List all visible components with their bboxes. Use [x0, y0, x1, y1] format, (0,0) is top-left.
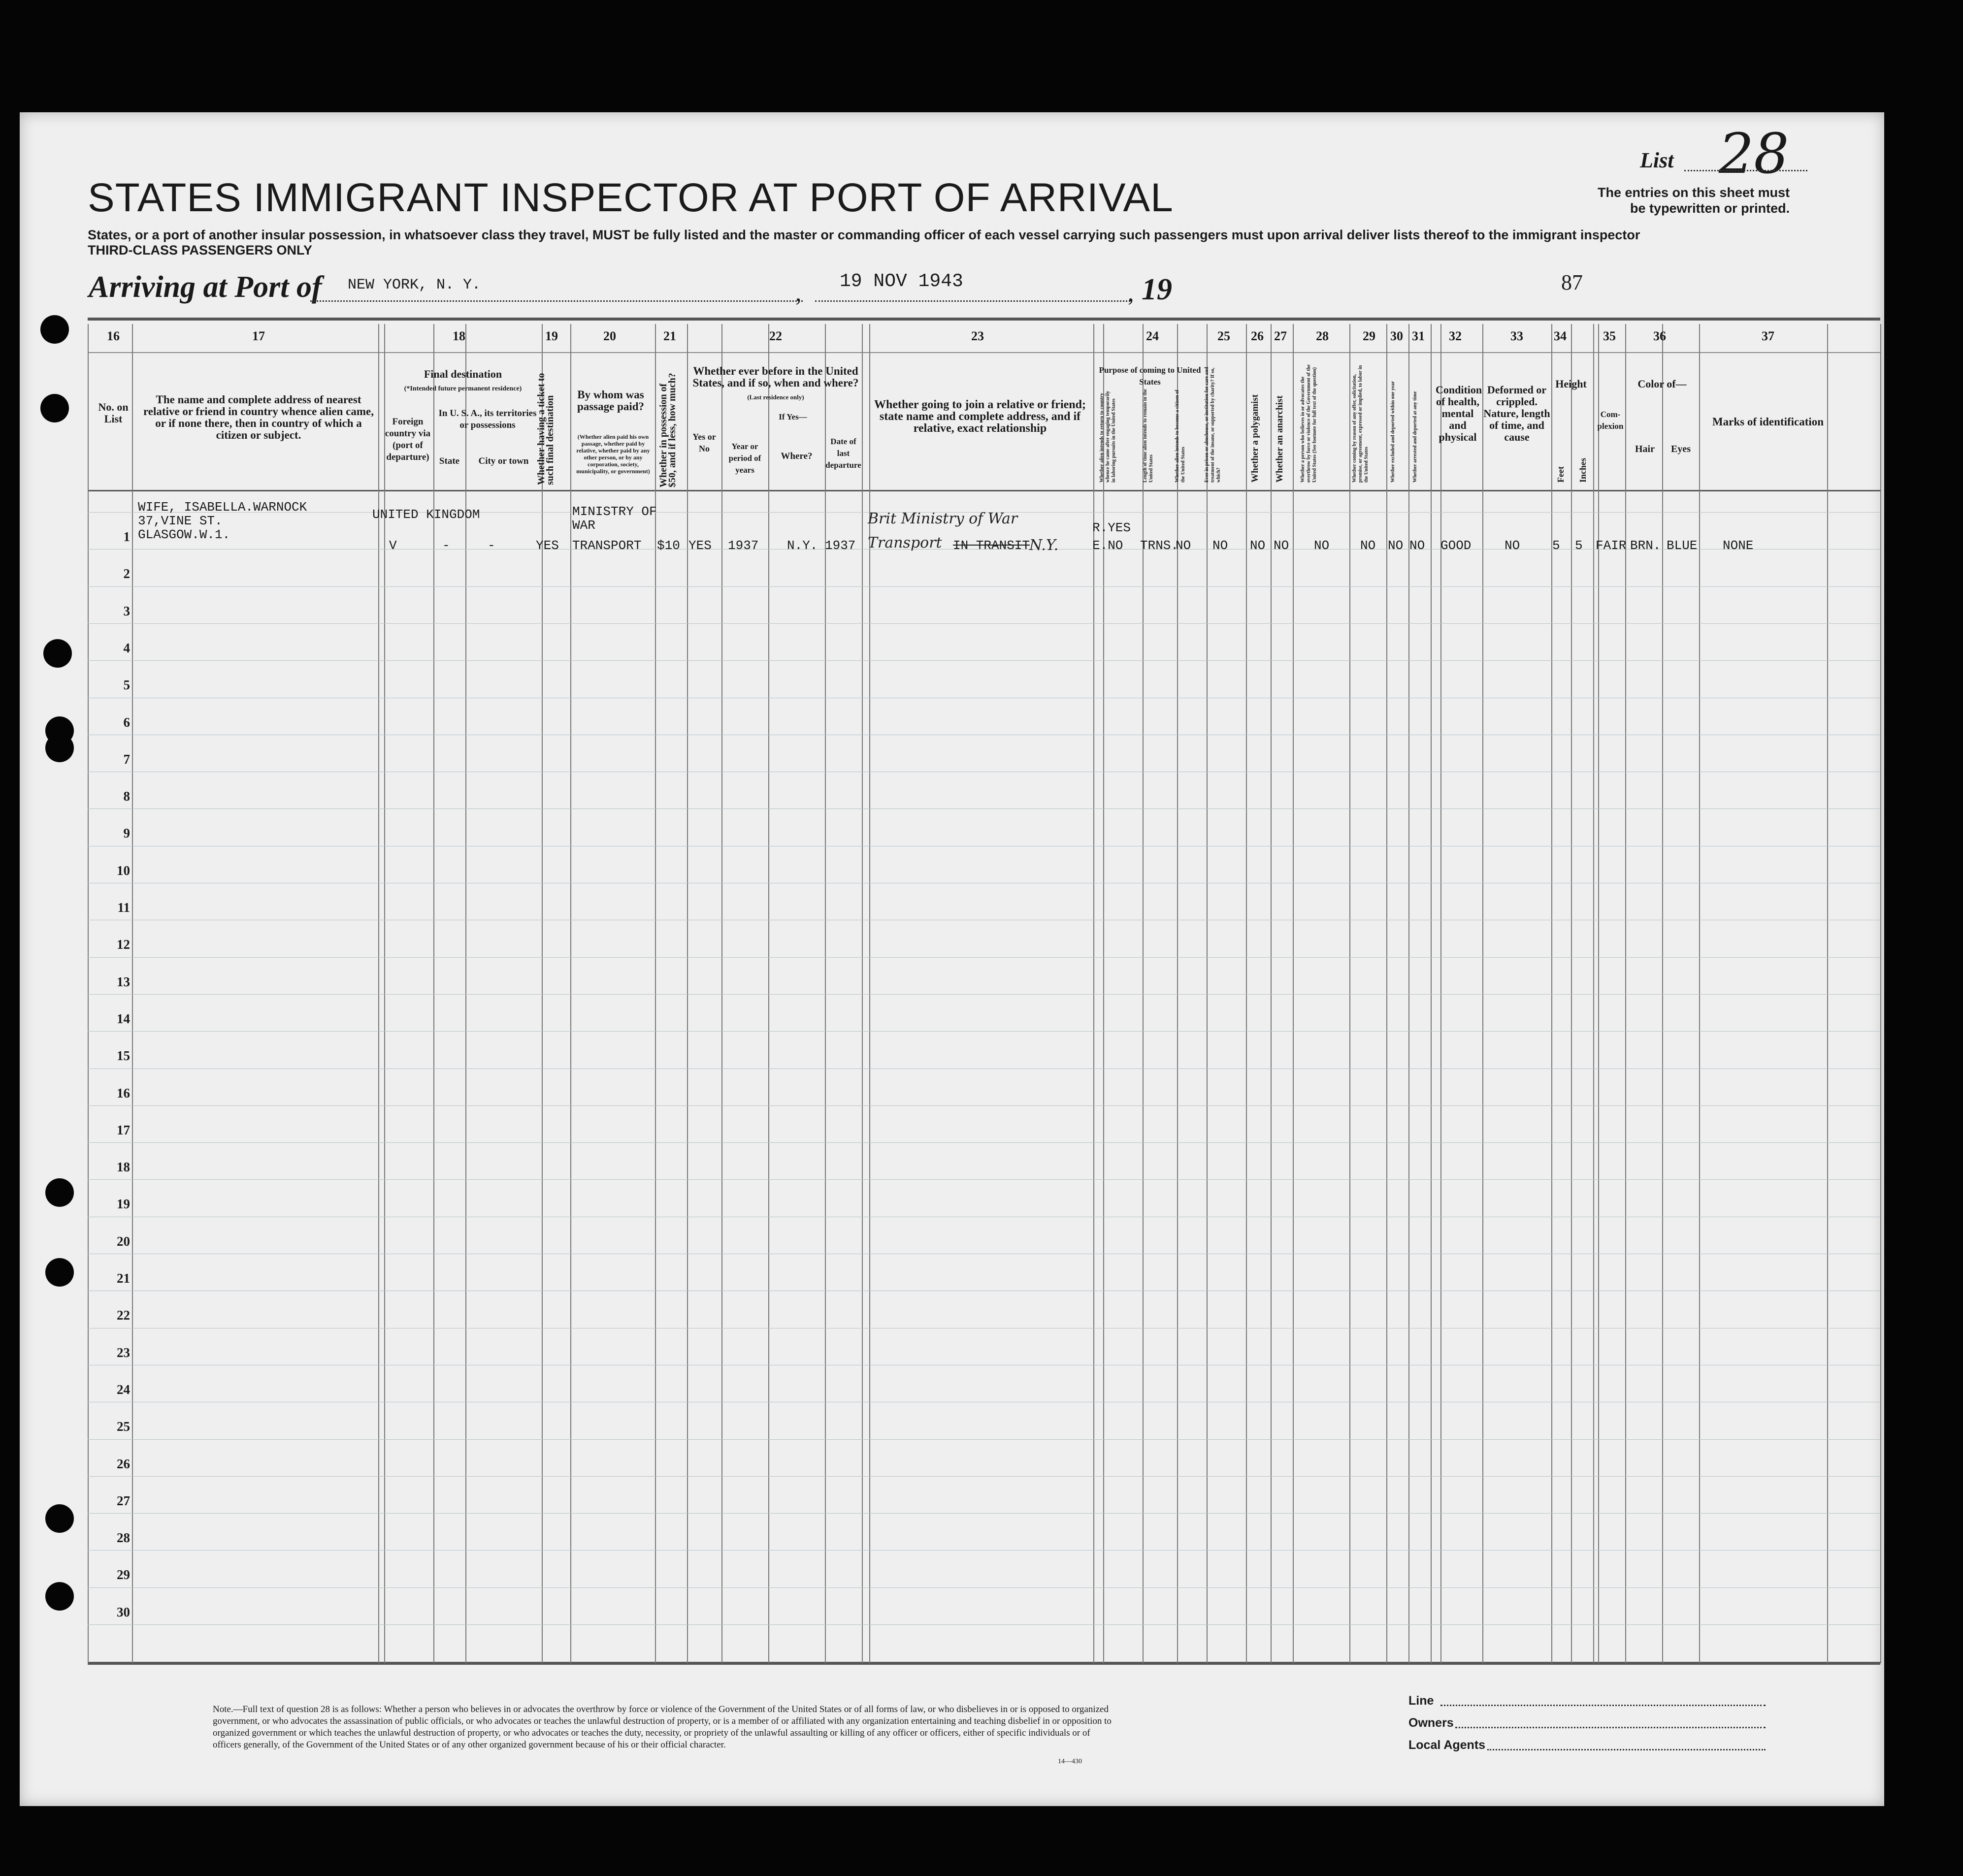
column-number: 32: [1449, 329, 1462, 343]
row-rule: [88, 1476, 1880, 1477]
heading-height: Height: [1555, 378, 1587, 390]
year-prefix: 19: [1142, 273, 1172, 306]
heading-in-usa: In U. S. A., its territories or possessions: [438, 408, 537, 430]
heading-polygamist: Whether a polygamist: [1250, 394, 1260, 483]
entries-note-line2: be typewritten or printed.: [1630, 201, 1790, 216]
list-label: List: [1640, 148, 1674, 172]
join-handwriting-1: Brit Ministry of War: [868, 510, 1018, 527]
column-number: 36: [1653, 329, 1666, 343]
row-number: 7: [123, 751, 130, 767]
punch-hole: [45, 1258, 74, 1287]
row-number: 3: [123, 603, 130, 618]
column-number: 30: [1390, 329, 1403, 343]
column-number: 35: [1603, 329, 1616, 343]
row-rule: [88, 1105, 1880, 1106]
heading-q31: Whether arrested and deported at any time: [1412, 391, 1418, 483]
row-number: 24: [117, 1382, 130, 1397]
passage-line3: TRANSPORT: [572, 538, 642, 553]
date-line: [815, 300, 1130, 302]
column-number: 29: [1363, 329, 1375, 343]
punch-hole: [45, 734, 74, 762]
heading-purpose-length: Length of time alien intends to remain in the United States: [1143, 389, 1154, 483]
complexion: FAIR: [1596, 538, 1627, 553]
row-number: 18: [117, 1160, 130, 1175]
health: GOOD: [1440, 538, 1472, 553]
feet: 5: [1552, 538, 1560, 553]
heading-last-departure: Date of last departure: [825, 437, 861, 470]
row-rule: [88, 1179, 1880, 1180]
before-where: N.Y.: [787, 538, 818, 553]
money: $10: [657, 538, 680, 553]
table-bottom-rule: [88, 1662, 1880, 1665]
heading-where: Where?: [781, 451, 813, 461]
row-rule: [88, 1513, 1880, 1514]
punch-hole: [43, 639, 72, 668]
row-rule: [88, 1587, 1880, 1588]
hair: BRN.: [1630, 538, 1661, 553]
row-number: 5: [123, 678, 130, 693]
heading-hair: Hair: [1635, 444, 1655, 454]
q29: NO: [1360, 538, 1376, 553]
passage-line1: MINISTRY OF: [572, 504, 657, 519]
heading-passage-paid: By whom was passage paid?: [577, 388, 645, 413]
row-number: 6: [123, 714, 130, 730]
column-number: 19: [545, 329, 558, 343]
heading-final-destination: Final destination: [424, 368, 502, 380]
heading-before-sub: (Last residence only): [747, 393, 804, 401]
line-label: Line: [1408, 1694, 1434, 1708]
join-typed: IN TRANSIT: [953, 538, 1030, 553]
instructions-line1: States, or a port of another insular possession, in whatsoever class they travel, MUST be fully listed and the master or commanding officer of each vessel carrying such passengers must upon arrival deliver lists thereof to the immigrant inspector: [88, 227, 1640, 242]
purpose-length: E.NO: [1092, 538, 1123, 553]
heading-marks: Marks of identification: [1712, 416, 1824, 428]
row-rule: [88, 1142, 1880, 1143]
row-number: 29: [117, 1567, 130, 1583]
row-rule: [88, 957, 1880, 958]
row-rule: [88, 1550, 1880, 1551]
heading-yes-no: Yes or No: [692, 432, 716, 453]
punch-hole: [45, 1178, 74, 1207]
citizen: NO: [1176, 538, 1191, 553]
agents-label: Local Agents: [1408, 1738, 1486, 1752]
row-number: 21: [117, 1271, 130, 1286]
row-number: 20: [117, 1233, 130, 1249]
row-rule: [88, 586, 1880, 587]
heading-before-in-us: Whether ever before in the United States, and if so, when and where?: [692, 365, 859, 389]
heading-purpose-citizen: Whether alien intends to become a citizen of the United States: [1175, 389, 1186, 483]
entries-note: [1598, 185, 1790, 216]
purpose-return: R.YES: [1092, 520, 1131, 535]
arriving-label: Arriving at Port of: [89, 270, 322, 304]
row-number: 27: [117, 1493, 130, 1508]
marks: NONE: [1723, 538, 1754, 553]
stamp-code: 87: [1561, 270, 1583, 294]
q30: NO: [1388, 538, 1404, 553]
q31: NO: [1409, 538, 1425, 553]
heading-deformed: Deformed or crippled. Nature, length of time, and cause: [1483, 384, 1550, 443]
column-number: 26: [1251, 329, 1264, 343]
row-number: 11: [117, 900, 130, 915]
heading-state: State: [439, 456, 460, 466]
column-number: 18: [453, 329, 465, 343]
instructions-text: [88, 227, 1640, 258]
punch-hole: [45, 1504, 74, 1533]
table-top-rule: [88, 318, 1880, 321]
purpose-trns: TRNS.: [1140, 538, 1179, 553]
row-rule: [88, 994, 1880, 995]
inches: 5: [1575, 538, 1583, 553]
row-number: 9: [123, 826, 130, 841]
manifest-sheet: [20, 112, 1884, 1806]
row-number: 19: [117, 1197, 130, 1212]
heading-foreign-country: Foreign country via (port of departure): [385, 417, 431, 462]
prison: NO: [1212, 538, 1228, 553]
column-number: 37: [1762, 329, 1774, 343]
anarchist: NO: [1274, 538, 1289, 553]
deformed: NO: [1505, 538, 1520, 553]
header-bottom-rule: [88, 490, 1880, 491]
column-number: 21: [663, 329, 676, 343]
row-number: 16: [117, 1085, 130, 1100]
list-number-line: [1684, 170, 1807, 171]
row-number: 22: [117, 1308, 130, 1323]
port-line: [310, 300, 803, 302]
row-number: 25: [117, 1419, 130, 1434]
heading-if-yes: If Yes—: [779, 412, 807, 421]
form-number: 14—430: [1058, 1758, 1082, 1765]
heading-relative: The name and complete address of nearest relative or friend in country whence alien came, or if none there, then in country of which a citizen or subject.: [143, 393, 374, 441]
heading-purpose: Purpose of coming to United States: [1099, 365, 1201, 387]
agents-field: [1487, 1749, 1766, 1750]
entries-note-line1: The entries on this sheet must: [1598, 185, 1790, 200]
row-number: 10: [117, 863, 130, 878]
comma: ,: [1128, 279, 1134, 306]
relative-name: WIFE, ISABELLA.WARNOCK: [138, 500, 307, 515]
heading-money: Whether in possession of $50, and if less, how much?: [658, 373, 678, 487]
row-number: 14: [117, 1011, 130, 1026]
last-departure: 1937: [825, 538, 856, 553]
row-number: 17: [117, 1122, 130, 1137]
heading-no-on-list: No. on List: [98, 401, 129, 425]
relative-city: GLASGOW.W.1.: [138, 527, 230, 542]
heading-color-of: Color of—: [1637, 378, 1687, 390]
join-handwriting-2: Transport: [868, 534, 942, 551]
column-rule: [1880, 324, 1881, 1663]
owners-field: [1455, 1727, 1766, 1728]
row-rule: [88, 1068, 1880, 1069]
before-year: 1937: [728, 538, 759, 553]
polygamist: NO: [1250, 538, 1266, 553]
column-number: 24: [1146, 329, 1159, 343]
owners-label: Owners: [1408, 1716, 1454, 1730]
row-number: 12: [117, 937, 130, 952]
row-rule: [88, 623, 1880, 624]
row-rule: [88, 1624, 1880, 1625]
column-number: 33: [1510, 329, 1523, 343]
eyes: BLUE: [1667, 538, 1698, 553]
heading-ticket: Whether having a ticket to such final destination: [536, 373, 556, 485]
footnote-q28: Note.—Full text of question 28 is as follows: Whether a person who believes in or advocates the overthrow by force or violence of the Government of the United States or of all forms of law, or who disbelieves in or is opposed to organized government, or who advocates the assassination of public officials, or who advocates or teaches the unlawful destruction of property, or is a member of or affiliated with any organization entertaining and teaching disbelief in or opposition to organized government or which teaches the unlawful destruction of property, or who advocates or teaches the duty, necessity, or propriety of the unlawful assaulting or killing of any officer or officers, either of specific individuals or of officers generally, of the Government of the United States or of any other organized government because of his or their official character.: [213, 1704, 1112, 1750]
list-number: 28: [1719, 122, 1789, 186]
row-number: 26: [117, 1456, 130, 1471]
row-number: 4: [123, 640, 130, 655]
heading-anarchist: Whether an anarchist: [1275, 395, 1285, 483]
column-number: 28: [1316, 329, 1329, 343]
heading-eyes: Eyes: [1671, 444, 1691, 454]
heading-health: Condition of health, mental and physical: [1436, 384, 1482, 443]
heading-complexion: Com-plexion: [1597, 410, 1624, 431]
column-number: 22: [769, 329, 782, 343]
row-number: 13: [117, 974, 130, 989]
date-stamp: 19 NOV 1943: [840, 271, 963, 292]
heading-q30: Whether excluded and deported within one year: [1390, 381, 1396, 483]
column-number: 16: [107, 329, 120, 343]
line-field: [1440, 1705, 1766, 1706]
column-number: 17: [252, 329, 265, 343]
heading-passage-paid-sub: (Whether alien paid his own passage, whether paid by relative, whether paid by any other person, or by any corporation, society, municipality, or government): [576, 433, 650, 475]
heading-q29: Whether coming by reason of any offer, solicitation, promise, or agreement, expressed or implied, to labor in the United States: [1352, 365, 1369, 483]
join-handwriting-3: N.Y.: [1029, 537, 1059, 554]
row-number: 15: [117, 1048, 130, 1064]
row-number: 30: [117, 1604, 130, 1619]
heading-final-destination-sub: (*Intended future permanent residence): [404, 385, 522, 392]
comma: ,: [795, 279, 802, 306]
heading-year: Year or period of years: [728, 442, 761, 475]
port-value: NEW YORK, N. Y.: [348, 277, 481, 293]
colnum-rule: [88, 352, 1880, 353]
country: UNITED KINGDOM: [372, 507, 480, 522]
row-rule: [88, 1439, 1880, 1440]
column-number: 23: [971, 329, 984, 343]
page-title: STATES IMMIGRANT INSPECTOR AT PORT OF ARRIVAL: [88, 175, 1174, 220]
heading-feet: Feet: [1556, 466, 1566, 483]
row-number: 1: [123, 529, 130, 544]
state: -: [442, 538, 450, 553]
row-number: 2: [123, 566, 130, 582]
passage-line2: WAR: [572, 518, 595, 533]
heading-purpose-return: Whether alien intends to return to country whence he came after engaging temporarily in laboring pursuits in the United States: [1099, 390, 1116, 483]
punch-hole: [45, 1582, 74, 1611]
column-number: 25: [1217, 329, 1230, 343]
before-us: YES: [688, 538, 712, 553]
row-number: 23: [117, 1345, 130, 1360]
city: -: [488, 538, 495, 553]
row-rule: [88, 1031, 1880, 1032]
q28: NO: [1314, 538, 1330, 553]
heading-join-relative: Whether going to join a relative or friend; state name and complete address, and if relative, exact relationship: [874, 398, 1086, 435]
heading-q28: Whether a person who believes in or advocates the overthrow by force or violence of the Government of the United States (See footnote for full text of the question): [1300, 364, 1317, 483]
row-rule: [88, 660, 1880, 661]
foreign-via: V: [389, 538, 397, 553]
column-number: 20: [603, 329, 616, 343]
row-number: 28: [117, 1530, 130, 1546]
column-number: 34: [1554, 329, 1567, 343]
ticket: YES: [536, 538, 559, 553]
instructions-line2: THIRD-CLASS PASSENGERS ONLY: [88, 243, 313, 258]
column-number: 27: [1274, 329, 1287, 343]
punch-hole: [40, 394, 69, 422]
punch-hole: [40, 315, 69, 344]
relative-street: 37,VINE ST.: [138, 514, 223, 528]
heading-prison: Ever in prison or almshouse, or institution for care and treatment of the insane, or supported by charity? If so, which?: [1204, 367, 1221, 483]
heading-city: City or town: [478, 456, 529, 466]
heading-inches: Inches: [1578, 457, 1588, 483]
column-number: 31: [1412, 329, 1425, 343]
row-number: 8: [123, 789, 130, 804]
